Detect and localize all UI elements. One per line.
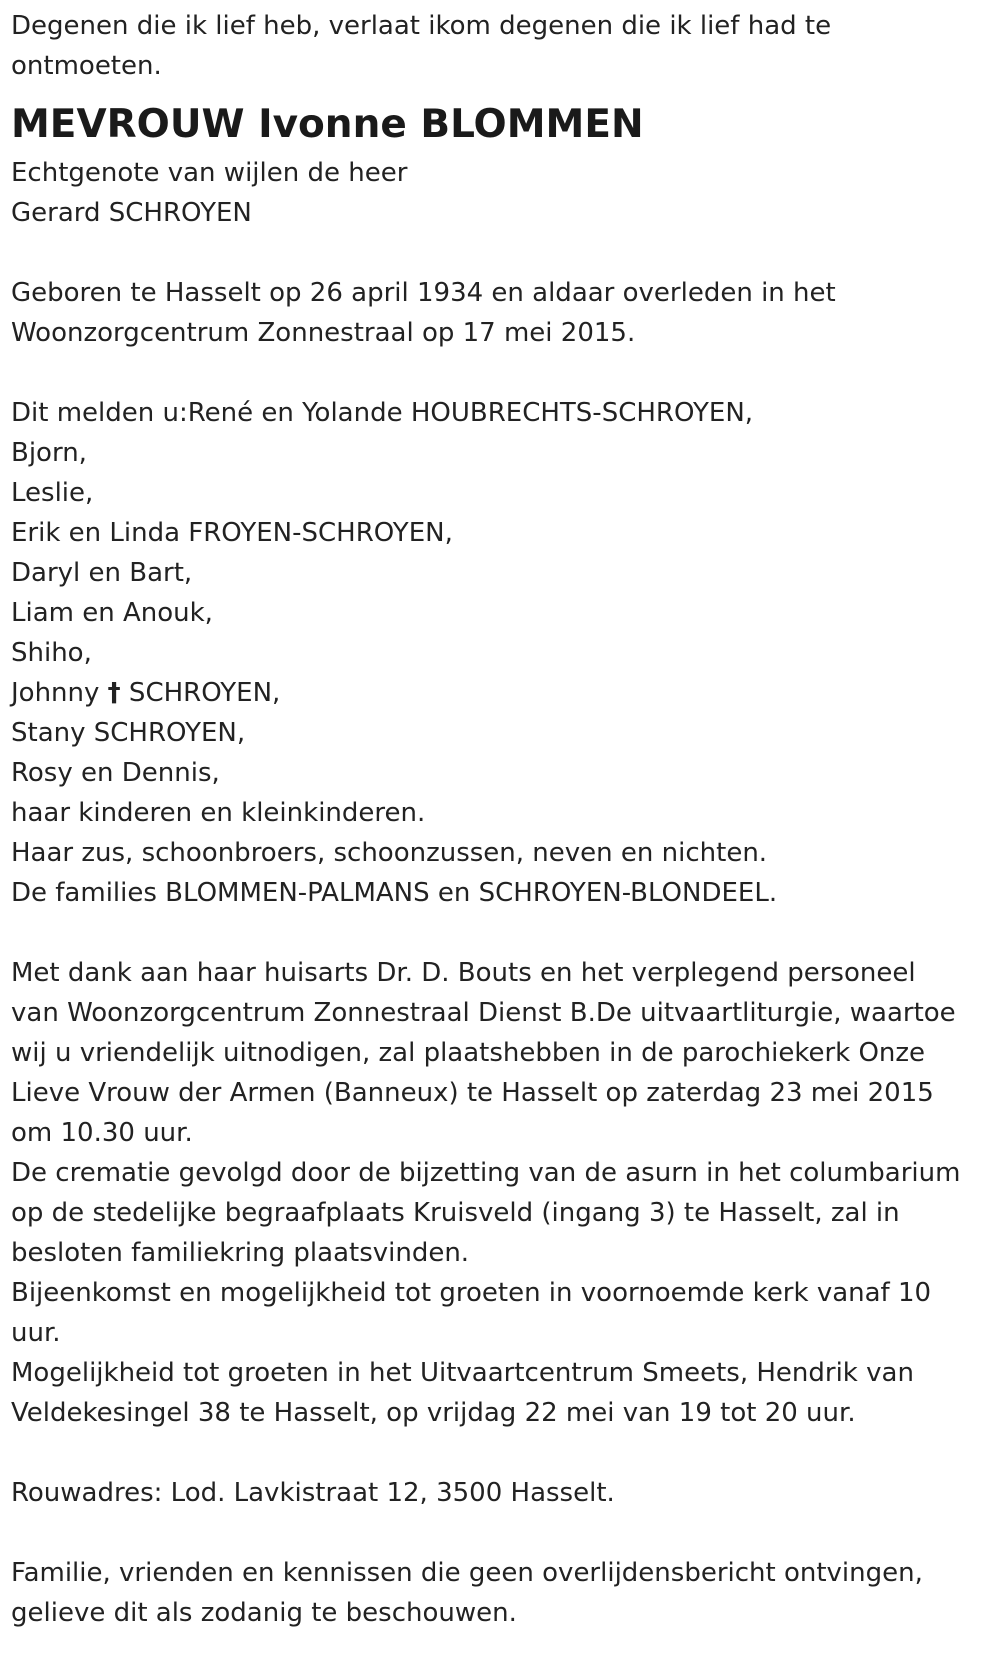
intro-line: ontmoeten.: [11, 51, 162, 81]
johnny-name: Johnny: [11, 678, 108, 708]
announcer-line: Stany SCHROYEN,: [11, 718, 246, 748]
announcer-line: Daryl en Bart,: [11, 558, 193, 588]
spacer: [11, 1513, 996, 1553]
ceremony-line: Mogelijkheid tot groeten in het Uitvaartcentrum Smeets, Hendrik van: [11, 1358, 914, 1388]
johnny-surname: SCHROYEN,: [120, 678, 281, 708]
announcer-line: Bjorn,: [11, 438, 87, 468]
ceremony-line: Met dank aan haar huisarts Dr. D. Bouts en het verplegend personeel: [11, 958, 916, 988]
ceremony-line: om 10.30 uur.: [11, 1118, 193, 1148]
closing-line: gelieve dit als zodanig te beschouwen.: [11, 1598, 517, 1628]
spouse-info: [11, 153, 996, 233]
announcers-list: [11, 393, 996, 913]
intro-line: Degenen die ik lief heb, verlaat ikom degenen die ik lief had te: [11, 11, 832, 41]
spacer: [11, 1433, 996, 1473]
ceremony-line: wij u vriendelijk uitnodigen, zal plaatshebben in de parochiekerk Onze: [11, 1038, 926, 1068]
ceremony-details: [11, 953, 996, 1433]
mourning-address: Rouwadres: Lod. Lavkistraat 12, 3500 Hasselt.: [11, 1478, 615, 1508]
ceremony-line: op de stedelijke begraafplaats Kruisveld (ingang 3) te Hasselt, zal in: [11, 1198, 900, 1228]
ceremony-line: Bijeenkomst en mogelijkheid tot groeten in voornoemde kerk vanaf 10: [11, 1278, 932, 1308]
ceremony-line: De crematie gevolgd door de bijzetting van de asurn in het columbarium: [11, 1158, 961, 1188]
announcer-line: Leslie,: [11, 478, 94, 508]
announcer-line: Erik en Linda FROYEN-SCHROYEN,: [11, 518, 453, 548]
spouse-line: Gerard SCHROYEN: [11, 198, 252, 228]
announcer-line: De families BLOMMEN-PALMANS en SCHROYEN-BLONDEEL.: [11, 878, 778, 908]
ceremony-line: besloten familiekring plaatsvinden.: [11, 1238, 470, 1268]
ceremony-line: Veldekesingel 38 te Hasselt, op vrijdag 22 mei van 19 tot 20 uur.: [11, 1398, 856, 1428]
page-title: MEVROUW Ivonne BLOMMEN: [11, 102, 644, 147]
announcer-line: haar kinderen en kleinkinderen.: [11, 798, 426, 828]
spacer: [11, 233, 996, 273]
announcer-line-johnny: [11, 673, 996, 713]
birth-death-info: [11, 273, 996, 353]
announcer-line: Liam en Anouk,: [11, 598, 213, 628]
obituary-document: [11, 6, 996, 1633]
closing-line: Familie, vrienden en kennissen die geen overlijdensbericht ontvingen,: [11, 1558, 923, 1588]
announcer-line: Haar zus, schoonbroers, schoonzussen, neven en nichten.: [11, 838, 768, 868]
announcer-line: Dit melden u:René en Yolande HOUBRECHTS-SCHROYEN,: [11, 398, 754, 428]
ceremony-line: van Woonzorgcentrum Zonnestraal Dienst B.De uitvaartliturgie, waartoe: [11, 998, 956, 1028]
spacer: [11, 353, 996, 393]
intro-quote: [11, 6, 996, 86]
birth-line: Woonzorgcentrum Zonnestraal op 17 mei 2015.: [11, 318, 636, 348]
announcer-line: Rosy en Dennis,: [11, 758, 220, 788]
spouse-line: Echtgenote van wijlen de heer: [11, 158, 408, 188]
cross-icon: †: [107, 678, 121, 708]
ceremony-line: Lieve Vrouw der Armen (Banneux) te Hasselt op zaterdag 23 mei 2015: [11, 1078, 934, 1108]
ceremony-line: uur.: [11, 1318, 61, 1348]
announcer-line: Shiho,: [11, 638, 92, 668]
spacer: [11, 913, 996, 953]
closing-note: [11, 1553, 996, 1633]
birth-line: Geboren te Hasselt op 26 april 1934 en aldaar overleden in het: [11, 278, 836, 308]
